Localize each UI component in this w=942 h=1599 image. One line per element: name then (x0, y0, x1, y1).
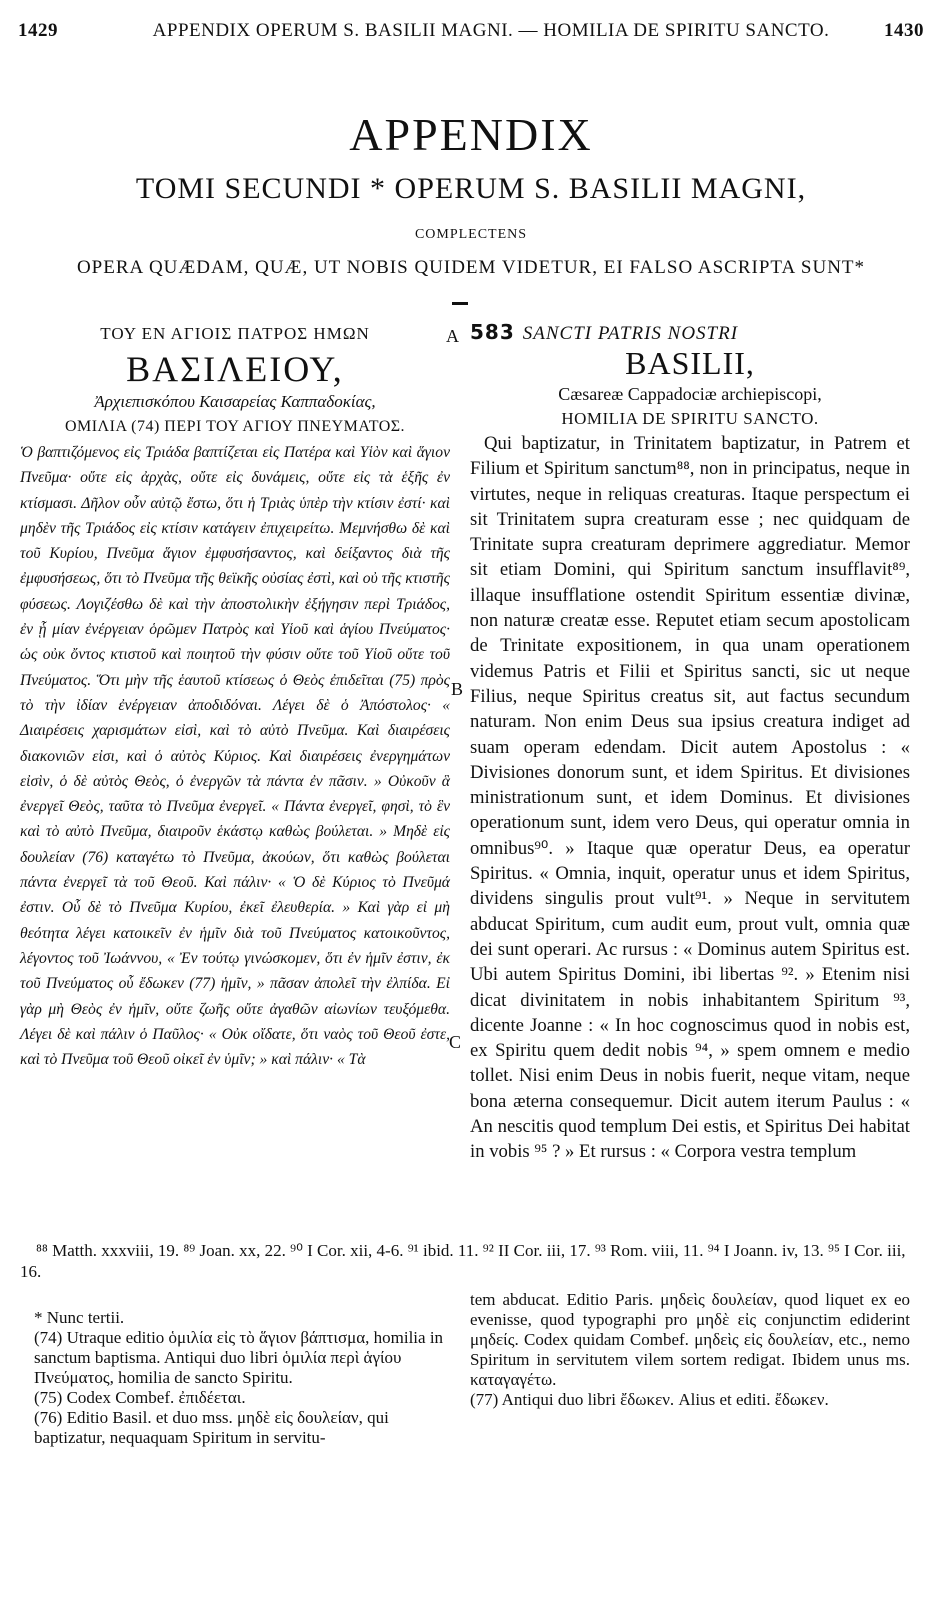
page-number-left: 1429 (18, 20, 58, 41)
column-number: 583 (470, 320, 515, 344)
scripture-references: ⁸⁸ Matth. xxxviii, 19. ⁸⁹ Joan. xx, 22. ⁹⁰ I Cor. xii, 4-6. ⁹¹ ibid. 11. ⁹² II Cor. iii, 17. ⁹³ Rom. viii, 11. ⁹⁴ I Joann. iv, 13. ⁹⁵ I Cor. iii, 16. (20, 1241, 906, 1281)
greek-heading-title: Ἀρχιεπισκόπου Καισαρείας Καππαδοκίας, (94, 392, 376, 411)
margin-marker-c: C (449, 1032, 462, 1052)
footnote: * Nunc tertii. (34, 1308, 125, 1327)
latin-heading-homily: HOMILIA DE SPIRITU SANCTO. (561, 409, 819, 428)
greek-heading-1: ΤΟΥ ΕΝ ΑΓΙΟΙΣ ΠΑΤΡΟΣ ΗΜΩΝ (100, 324, 370, 343)
greek-heading-homily: ΟΜΙΛΙΑ (74) ΠΕΡΙ ΤΟΥ ΑΓΙΟΥ ΠΝΕΥΜΑΤΟΣ. (64, 418, 406, 435)
opera-line: OPERA QUÆDAM, QUÆ, UT NOBIS QUIDEM VIDETUR, EI FALSO ASCRIPTA SUNT* (76, 257, 866, 278)
appendix-subtitle: TOMI SECUNDI * OPERUM S. BASILII MAGNI, (135, 172, 807, 205)
appendix-title: APPENDIX (349, 109, 593, 160)
latin-text: Qui baptizatur, in Trinitatem baptizatur, in Patrem et Filium et Spiritum sanctum⁸⁸, non in principatus, neque in virtutes, neque in reliquas creaturas. Itaque perspectum ei sit Trinitatem supra creaturam esse ; nec quidquam de Trinitate supra creaturam deprimere aggrediatur. Memor sit etiam Domini, qui Spiritum sanctum insufflavit⁸⁹, illaque insufflatione ostendit Spiritum essentiæ divinæ, non naturæ creatæ esse. Reputet etiam secum apostolicam de Trinitate expositionem, in qua unam operationem videmus Patris et Filii et Spiritus sancti, sic ut neque Filius, neque Spiritus creatus sit, aut factus secundum naturam. Non enim Deus sua ipsius creatura indiget ad suam operam edendam. Dicit autem Apostolus : « Divisiones donorum sunt, et idem Spiritus. Et divisiones ministrationum sunt, et idem Dominus. Et divisiones operationum sunt, idem vero Deus, qui operatur omnia in omnibus⁹⁰. » Itaque quæ operatur Deus, ea operatur Spiritus. « Omnia, inquit, operatur unus et idem Spiritus, dividens singulis prout vult⁹¹. » Neque in servitutem abducat Spiritum, cum audit eum, prout vult, omnia quæ dei sunt operari. Ac rursus : « Dominus autem Spiritus est. Ubi autem Spiritus Domini, ibi libertas ⁹². » Etenim nisi dicat divinitatem in nobis inhabitantem Spiritum ⁹³, dicente Joanne : « In hoc cognoscimus quod in nobis est, ex Spiritu quem dedit nobis ⁹⁴, » spem omnem e medio tollet. Nisi enim Deus in nobis fuerit, neque vitam, neque bona æterna consequemur. Dicit autem iterum Paulus : « An nescitis quod templum Dei estis, et Spiritus Dei habitat in vobis ⁹⁵ ? » Et rursus : « Corpora vestra templum (470, 433, 910, 1163)
footnote: tem abducat. Editio Paris. μηδεὶς δουλείαν, quod liquet ex eo evenisse, quod typographi pro μηδὲ εἰς conjunctim ediderint μηδείς. Codex quidam Combef. μηδεὶς εἰς δουλείαν, etc., nemo Spiritum in servitutem vilem sortem redigat. Ibidem unus ms. καταγαγέτω. (470, 1290, 910, 1389)
latin-heading-name: BASILII, (625, 345, 755, 381)
margin-marker-b: B (451, 679, 464, 699)
latin-column (470, 320, 910, 1165)
latin-heading-1-text: SANCTI PATRIS NOSTRI (522, 323, 739, 344)
footnote: (76) Editio Basil. et duo mss. μηδὲ εἰς δουλείαν, qui baptizatur, nequaquam Spiritum in servitu- (34, 1408, 389, 1447)
running-head (18, 10, 924, 44)
title-divider (452, 302, 468, 305)
footnotes-right (470, 1290, 910, 1410)
footnote: (75) Codex Combef. ἐπιδέεται. (34, 1388, 246, 1407)
greek-column (20, 320, 450, 1072)
latin-heading-title: Cæsareæ Cappadociæ archiepiscopi, (558, 384, 822, 404)
greek-text: Ὁ βαπτιζόμενος εἰς Τριάδα βαπτίζεται εἰς Πατέρα καὶ Υἱὸν καὶ ἅγιον Πνεῦμα· οὔτε εἰς ἀρχὰς, οὔτε εἰς δυνάμεις, οὔτε εἰς τὰ ἑξῆς ἐν κτίσμασι. Δῆλον οὖν αὐτῷ ἔστω, ὅτι ἡ Τριὰς ὑπὲρ τὴν κτίσιν ἐστί· καὶ μηδὲν τῆς Τριάδος εἰς κτίσιν κατάγειν ἐπιχειρείτω. Μεμνήσθω δὲ καὶ τοῦ Κυρίου, Πνεῦμα ἅγιον ἐμφυσήσαντος, καὶ δείξαντος διὰ τῆς ἐμφυσήσεως, ὅτι τὸ Πνεῦμα τῆς θεϊκῆς οὐσίας ἐστὶ, καὶ οὐ τῆς κτιστῆς φύσεως. Λογιζέσθω δὲ καὶ τὴν ἀποστολικὴν ἐξήγησιν περὶ Τριάδος, ἐν ᾗ μίαν ἐνέργειαν ὁρῶμεν Πατρὸς καὶ Υἱοῦ καὶ ἁγίου Πνεύματος· ὡς οὐκ ὄντος κτιστοῦ καὶ ποιητοῦ τὴν φύσιν οὔτε τοῦ Υἱοῦ οὔτε τοῦ Πνεύματος. Ὅτι μὴν τῆς ἑαυτοῦ κτίσεως ὁ Θεὸς ἐπιδεῖται (75) πρὸς τὸ τὴν ἰδίαν ἐνέργειαν ἀποδιδόναι. Λέγει δὲ ὁ Ἀπόστολος· « Διαιρέσεις χαρισμάτων εἰσὶ, καὶ τὸ αὐτὸ Πνεῦμα. Καὶ διαιρέσεις διακονιῶν εἰσι, καὶ ὁ αὐτὸς Κύριος. Καὶ διαιρέσεις ἐνεργημάτων εἰσὶν, ὁ δὲ αὐτὸς Θεὸς, ὁ ἐνεργῶν τὰ πάντα ἐν πᾶσιν. » Οὐκοῦν ἃ ἐνεργεῖ Θεὸς, ταῦτα τὸ Πνεῦμα ἐνεργεῖ. « Πάντα ἐνεργεῖ, φησὶ, τὸ ἓν καὶ τὸ αὐτὸ Πνεῦμα, διαιροῦν ἑκάστῳ καθὼς βούλεται. » Μηδὲ εἰς δουλείαν (76) καταγέτω τὸ Πνεῦμα, ἀκούων, ὅτι καθὼς βούλεται πάντα ἐνεργεῖ τὰ τοῦ Θεοῦ. Καὶ πάλιν· « Ὁ δὲ Κύριος τὸ Πνεῦμά ἐστιν. Οὗ δὲ τὸ Πνεῦμα Κυρίου, ἐκεῖ ἐλευθερία. » Καὶ γὰρ εἰ μὴ θεότητα λέγει κατοικεῖν ἐν ἡμῖν διὰ τοῦ Πνεύματος κατοικοῦντος, λέγοντος τοῦ Ἰωάννου, « Ἐν τούτῳ γινώσκομεν, ὅτι ἐν ἡμῖν ἐστιν, ἐκ τοῦ Πνεύματος οὗ ἔδωκεν (77) ἡμῖν, » πᾶσαν ἀπολεῖ τὴν ἐλπίδα. Εἰ γὰρ μὴ Θεὸς ἐν ἡμῖν, οὔτε ζωῆς οὔτε ἀγαθῶν αἰωνίων τευξόμεθα. Λέγει δὲ καὶ πάλιν ὁ Παῦλος· « Οὐκ οἴδατε, ὅτι ναὸς τοῦ Θεοῦ ἐστε, καὶ τὸ Πνεῦμα τοῦ Θεοῦ οἰκεῖ ἐν ὑμῖν; » καὶ πάλιν· « Τὰ (20, 444, 450, 1069)
running-title: APPENDIX OPERUM S. BASILII MAGNI. — HOMILIA DE SPIRITU SANCTO. (152, 20, 830, 41)
page-number-right: 1430 (884, 20, 924, 41)
latin-heading-1 (470, 320, 910, 345)
margin-marker-a: A (446, 326, 459, 346)
complectens-line: COMPLECTENS (414, 227, 528, 242)
footnote: (74) Utraque editio ὁμιλία εἰς τὸ ἅγιον βάπτισμα, homilia in sanctum baptisma. Antiqui duo libri ὁμιλία περὶ ἁγίου Πνεύματος, homilia de sancto Spiritu. (34, 1328, 444, 1387)
footnotes-left (34, 1308, 452, 1448)
footnote: (77) Antiqui duo libri ἔδωκεν. Alius et editi. ἔδωκεν. (470, 1390, 829, 1409)
greek-heading-name: ΒΑΣΙΛΕΙΟΥ, (126, 349, 344, 389)
